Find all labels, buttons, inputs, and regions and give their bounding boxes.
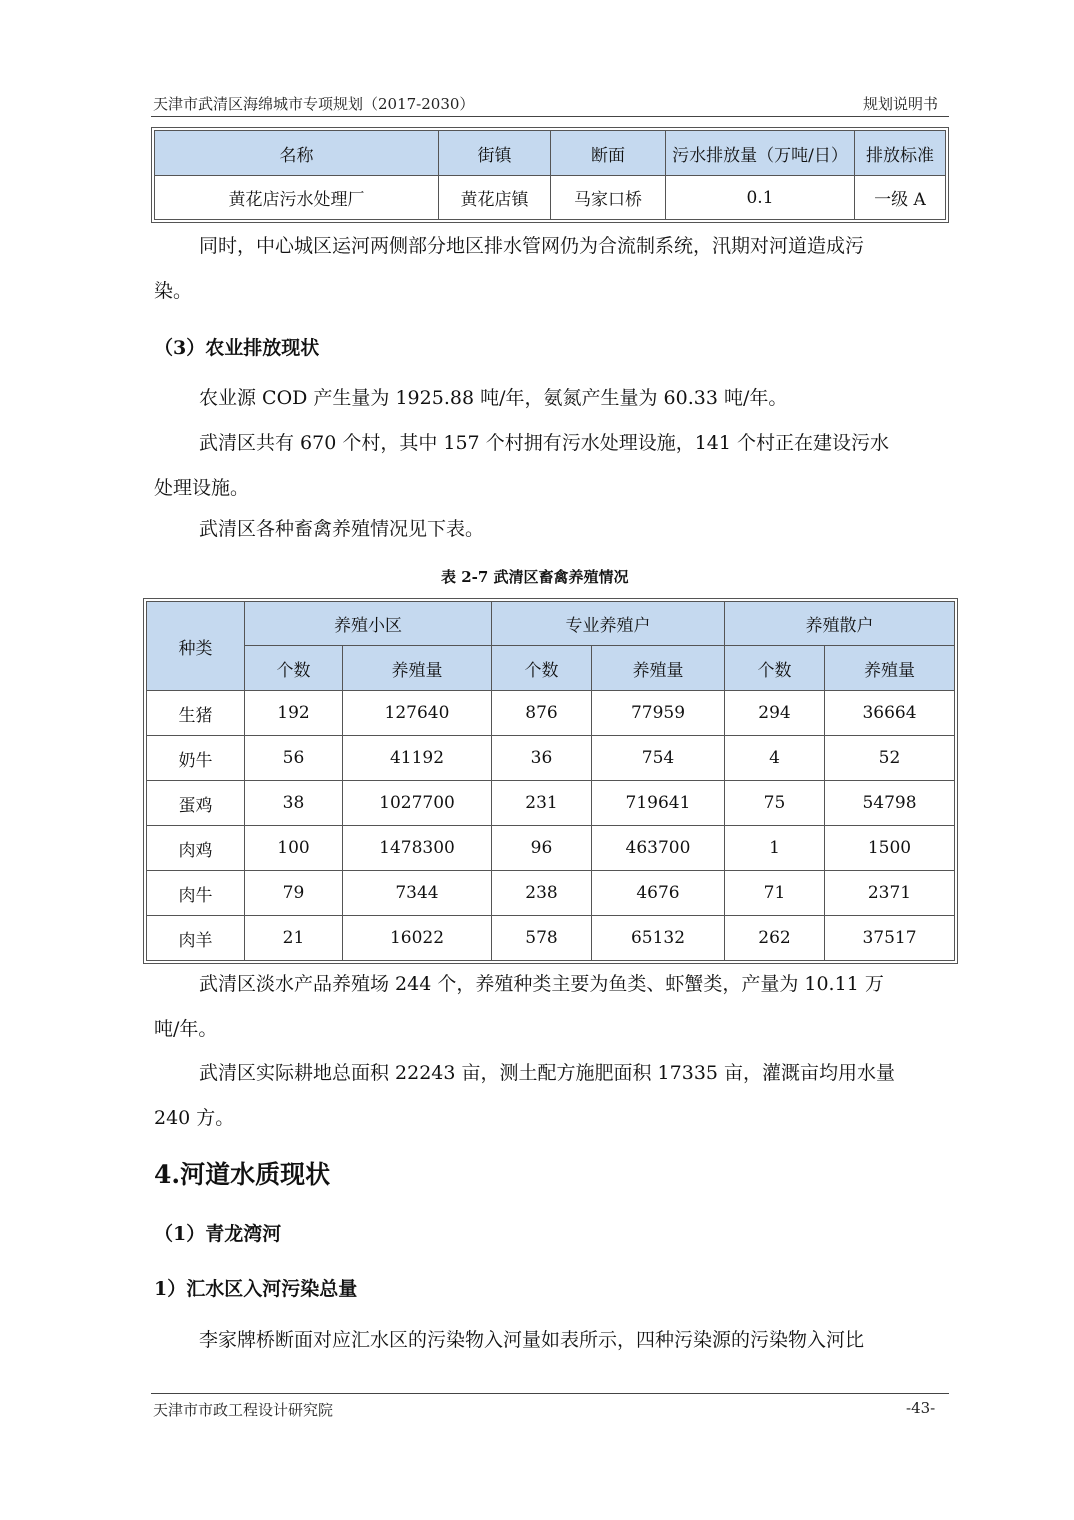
table-cell: 肉羊 (147, 916, 245, 961)
table-cell: 奶牛 (147, 736, 245, 781)
paragraph-line: 武清区淡水产品养殖场 244 个，养殖种类主要为鱼类、虾蟹类，产量为 10.11 万 (199, 973, 884, 995)
table-cell: 7344 (343, 871, 492, 916)
table-cell: 231 (492, 781, 592, 826)
table-cell: 54798 (825, 781, 955, 826)
table-cell: 36 (492, 736, 592, 781)
table-row (147, 781, 955, 826)
paragraph-line: 240 方。 (154, 1107, 235, 1129)
footer-rule (151, 1393, 949, 1394)
table-cell: 37517 (825, 916, 955, 961)
table-group-header: 养殖散户 (725, 602, 955, 646)
table-cell: 4676 (592, 871, 725, 916)
paragraph-text: 同时，中心城区运河两侧部分地区排水管网仍为合流制系统，汛期对河道造成污 (199, 235, 865, 257)
paragraph-line: 吨/年。 (154, 1018, 218, 1040)
table-cell: 71 (725, 871, 825, 916)
header-doc-type: 规划说明书 (863, 95, 939, 113)
table-header-cell: 个数 (725, 646, 825, 691)
table-header-cell: 养殖量 (825, 646, 955, 691)
table-group-header: 专业养殖户 (492, 602, 725, 646)
table-cell: 38 (245, 781, 343, 826)
table-cell: 100 (245, 826, 343, 871)
table-cell: 0.1 (666, 176, 855, 220)
table-row (147, 871, 955, 916)
table-header-cell: 断面 (551, 131, 666, 176)
table-cell: 黄花店污水处理厂 (155, 176, 439, 220)
header-title: 天津市武清区海绵城市专项规划（2017-2030） (153, 95, 475, 113)
table-group-header: 养殖小区 (245, 602, 492, 646)
table-cell: 41192 (343, 736, 492, 781)
table-row (147, 736, 955, 781)
table-header-cell: 养殖量 (343, 646, 492, 691)
table-cell: 蛋鸡 (147, 781, 245, 826)
table-cell: 肉牛 (147, 871, 245, 916)
table-cell: 463700 (592, 826, 725, 871)
table-cell: 127640 (343, 691, 492, 736)
table-cell: 1500 (825, 826, 955, 871)
paragraph-line: 武清区各种畜禽养殖情况见下表。 (199, 518, 485, 540)
table-cell: 96 (492, 826, 592, 871)
table-row (147, 691, 955, 736)
table-cell: 876 (492, 691, 592, 736)
section-heading: （1）青龙湾河 (154, 1223, 282, 1245)
table-cell: 238 (492, 871, 592, 916)
table-header-cell: 种类 (147, 602, 245, 691)
table-cell: 16022 (343, 916, 492, 961)
table-cell: 生猪 (147, 691, 245, 736)
page-number: -43- (906, 1399, 936, 1417)
header-rule (151, 116, 949, 117)
table-cell: 21 (245, 916, 343, 961)
table-row (147, 826, 955, 871)
table-cell: 719641 (592, 781, 725, 826)
table-cell: 马家口桥 (551, 176, 666, 220)
table-cell: 1 (725, 826, 825, 871)
table-cell: 79 (245, 871, 343, 916)
table-cell: 754 (592, 736, 725, 781)
table-cell: 56 (245, 736, 343, 781)
table-cell: 黄花店镇 (439, 176, 551, 220)
table-cell: 294 (725, 691, 825, 736)
paragraph-line (199, 235, 946, 257)
table-cell: 36664 (825, 691, 955, 736)
table-header-cell: 养殖量 (592, 646, 725, 691)
table-caption: 表 2-7 武清区畜禽养殖情况 (441, 568, 629, 586)
wastewater-plant-table (154, 130, 946, 220)
table-header-cell: 排放标准 (855, 131, 946, 176)
table-cell: 2371 (825, 871, 955, 916)
table-header-cell: 名称 (155, 131, 439, 176)
table-cell: 1027700 (343, 781, 492, 826)
table-cell: 77959 (592, 691, 725, 736)
table-cell: 52 (825, 736, 955, 781)
table-header-cell: 个数 (245, 646, 343, 691)
table-cell: 1478300 (343, 826, 492, 871)
paragraph-line: 李家牌桥断面对应汇水区的污染物入河量如表所示，四种污染源的污染物入河比 (199, 1329, 865, 1351)
table-cell: 262 (725, 916, 825, 961)
paragraph-line: 处理设施。 (154, 477, 250, 499)
paragraph-line: 染。 (154, 280, 193, 302)
table-cell: 192 (245, 691, 343, 736)
table-header-cell: 污水排放量（万吨/日） (666, 131, 855, 176)
paragraph-line: 农业源 COD 产生量为 1925.88 吨/年，氨氮产生量为 60.33 吨/年。 (199, 387, 788, 409)
paragraph-line: 武清区实际耕地总面积 22243 亩，测土配方施肥面积 17335 亩，灌溉亩均用水量 (199, 1062, 896, 1084)
subsection-heading: 1）汇水区入河污染总量 (154, 1278, 358, 1300)
section-heading: （3）农业排放现状 (154, 337, 320, 359)
chapter-heading: 4.河道水质现状 (154, 1160, 331, 1189)
footer-institute: 天津市市政工程设计研究院 (153, 1401, 334, 1419)
table-cell: 75 (725, 781, 825, 826)
table-header-cell: 个数 (492, 646, 592, 691)
table-cell: 65132 (592, 916, 725, 961)
livestock-table (146, 601, 955, 961)
table-cell: 一级 A (855, 176, 946, 220)
paragraph-line: 武清区共有 670 个村，其中 157 个村拥有污水处理设施，141 个村正在建设污水 (199, 432, 889, 454)
table-cell: 肉鸡 (147, 826, 245, 871)
table-cell: 578 (492, 916, 592, 961)
table-cell: 4 (725, 736, 825, 781)
table-row (147, 916, 955, 961)
table-header-cell: 街镇 (439, 131, 551, 176)
